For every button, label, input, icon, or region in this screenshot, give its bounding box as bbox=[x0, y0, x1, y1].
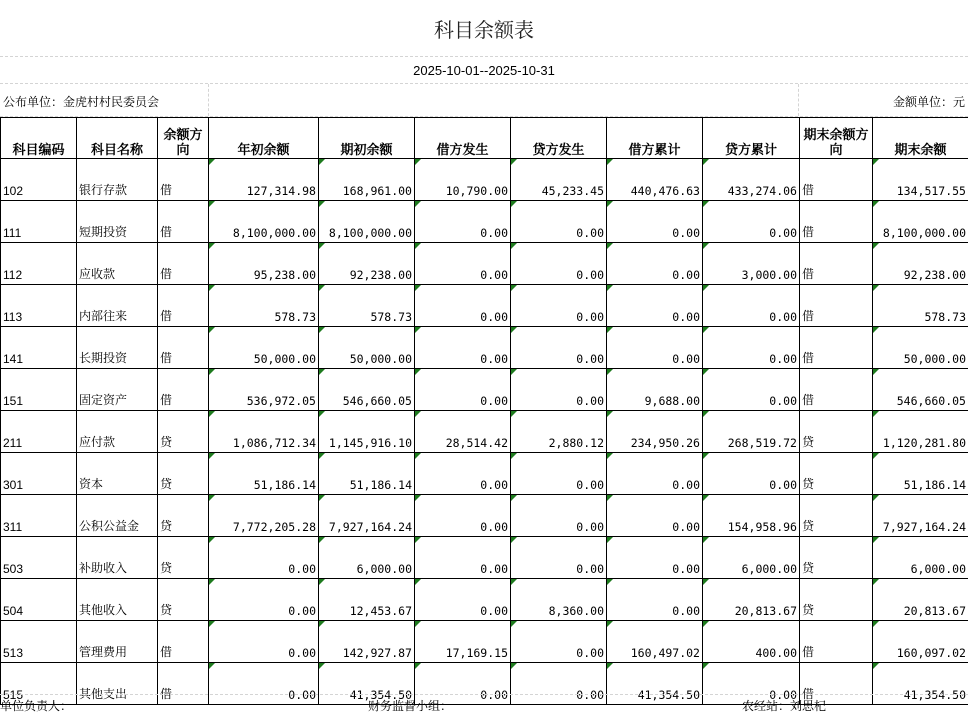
table-cell: 贷 bbox=[158, 579, 209, 621]
table-cell: 贷 bbox=[158, 453, 209, 495]
table-cell: 7,927,164.24 bbox=[319, 495, 415, 537]
table-cell: 51,186.14 bbox=[319, 453, 415, 495]
table-cell: 6,000.00 bbox=[319, 537, 415, 579]
column-header: 贷方发生 bbox=[511, 118, 607, 159]
table-cell: 1,086,712.34 bbox=[209, 411, 319, 453]
table-cell: 127,314.98 bbox=[209, 159, 319, 201]
table-cell: 0.00 bbox=[703, 327, 800, 369]
table-cell: 28,514.42 bbox=[415, 411, 511, 453]
table-cell: 0.00 bbox=[209, 579, 319, 621]
table-cell: 234,950.26 bbox=[607, 411, 703, 453]
table-cell: 管理费用 bbox=[77, 621, 158, 663]
table-row bbox=[1, 369, 968, 411]
table-cell: 贷 bbox=[158, 495, 209, 537]
table-cell: 短期投资 bbox=[77, 201, 158, 243]
table-cell: 长期投资 bbox=[77, 327, 158, 369]
table-cell: 借 bbox=[800, 243, 873, 285]
table-cell: 6,000.00 bbox=[703, 537, 800, 579]
table-cell: 92,238.00 bbox=[873, 243, 968, 285]
table-cell: 578.73 bbox=[873, 285, 968, 327]
table-row bbox=[1, 537, 968, 579]
table-cell: 8,100,000.00 bbox=[319, 201, 415, 243]
column-header: 期初余额 bbox=[319, 118, 415, 159]
table-cell: 银行存款 bbox=[77, 159, 158, 201]
publisher-label: 公布单位：金虎村村民委员会 bbox=[3, 93, 159, 110]
table-row bbox=[1, 621, 968, 663]
column-header: 借方累计 bbox=[607, 118, 703, 159]
table-row bbox=[1, 411, 968, 453]
table-cell: 400.00 bbox=[703, 621, 800, 663]
table-row bbox=[1, 159, 968, 201]
table-cell: 513 bbox=[1, 621, 77, 663]
table-cell: 433,274.06 bbox=[703, 159, 800, 201]
table-cell: 借 bbox=[158, 327, 209, 369]
table-cell: 1,120,281.80 bbox=[873, 411, 968, 453]
table-cell: 贷 bbox=[158, 537, 209, 579]
balance-table bbox=[0, 117, 968, 705]
table-row bbox=[1, 495, 968, 537]
table-cell: 贷 bbox=[800, 411, 873, 453]
column-header: 期末余额 bbox=[873, 118, 968, 159]
table-cell: 0.00 bbox=[415, 579, 511, 621]
table-cell: 0.00 bbox=[607, 243, 703, 285]
table-cell: 贷 bbox=[800, 537, 873, 579]
column-header: 期末余额方向 bbox=[800, 118, 873, 159]
table-cell: 0.00 bbox=[415, 453, 511, 495]
table-cell: 8,100,000.00 bbox=[209, 201, 319, 243]
table-cell: 补助收入 bbox=[77, 537, 158, 579]
table-cell: 0.00 bbox=[511, 285, 607, 327]
table-cell: 20,813.67 bbox=[873, 579, 968, 621]
table-cell: 51,186.14 bbox=[873, 453, 968, 495]
table-cell: 借 bbox=[158, 159, 209, 201]
table-cell: 41,354.50 bbox=[319, 663, 415, 705]
table-cell: 0.00 bbox=[511, 453, 607, 495]
table-cell: 0.00 bbox=[703, 285, 800, 327]
table-cell: 301 bbox=[1, 453, 77, 495]
table-cell: 8,100,000.00 bbox=[873, 201, 968, 243]
table-cell: 2,880.12 bbox=[511, 411, 607, 453]
table-cell: 50,000.00 bbox=[319, 327, 415, 369]
table-cell: 0.00 bbox=[511, 243, 607, 285]
currency-unit-label: 金额单位：元 bbox=[893, 93, 965, 110]
table-cell: 578.73 bbox=[319, 285, 415, 327]
table-cell: 应付款 bbox=[77, 411, 158, 453]
table-cell: 50,000.00 bbox=[873, 327, 968, 369]
table-cell: 借 bbox=[800, 621, 873, 663]
table-cell: 0.00 bbox=[703, 453, 800, 495]
table-cell: 311 bbox=[1, 495, 77, 537]
table-cell: 固定资产 bbox=[77, 369, 158, 411]
table-cell: 504 bbox=[1, 579, 77, 621]
table-cell: 0.00 bbox=[703, 201, 800, 243]
grid-divider bbox=[798, 84, 799, 116]
table-cell: 0.00 bbox=[703, 663, 800, 705]
report-title: 科目余额表 bbox=[0, 0, 968, 57]
table-cell: 应收款 bbox=[77, 243, 158, 285]
table-row bbox=[1, 579, 968, 621]
table-cell: 借 bbox=[158, 201, 209, 243]
table-cell: 112 bbox=[1, 243, 77, 285]
table-cell: 0.00 bbox=[511, 621, 607, 663]
table-cell: 0.00 bbox=[415, 495, 511, 537]
table-cell: 0.00 bbox=[415, 369, 511, 411]
table-cell: 0.00 bbox=[415, 285, 511, 327]
table-cell: 10,790.00 bbox=[415, 159, 511, 201]
table-cell: 0.00 bbox=[607, 453, 703, 495]
table-cell: 546,660.05 bbox=[873, 369, 968, 411]
table-cell: 借 bbox=[158, 285, 209, 327]
table-cell: 贷 bbox=[158, 411, 209, 453]
table-cell: 0.00 bbox=[607, 537, 703, 579]
table-cell: 0.00 bbox=[415, 537, 511, 579]
table-cell: 141 bbox=[1, 327, 77, 369]
table-cell: 0.00 bbox=[607, 201, 703, 243]
table-cell: 0.00 bbox=[209, 537, 319, 579]
table-cell: 借 bbox=[800, 201, 873, 243]
table-row bbox=[1, 285, 968, 327]
table-cell: 借 bbox=[800, 369, 873, 411]
table-cell: 168,961.00 bbox=[319, 159, 415, 201]
table-cell: 151 bbox=[1, 369, 77, 411]
table-cell: 536,972.05 bbox=[209, 369, 319, 411]
table-row bbox=[1, 453, 968, 495]
table-cell: 12,453.67 bbox=[319, 579, 415, 621]
column-header: 年初余额 bbox=[209, 118, 319, 159]
table-cell: 515 bbox=[1, 663, 77, 705]
table-cell: 贷 bbox=[800, 495, 873, 537]
table-cell: 0.00 bbox=[511, 663, 607, 705]
table-cell: 41,354.50 bbox=[607, 663, 703, 705]
table-cell: 0.00 bbox=[511, 369, 607, 411]
agri-station-label: 农经站：刘思杞 bbox=[742, 697, 826, 714]
table-cell: 公积公益金 bbox=[77, 495, 158, 537]
table-cell: 借 bbox=[158, 369, 209, 411]
table-header-row bbox=[1, 118, 968, 159]
column-header: 科目名称 bbox=[77, 118, 158, 159]
column-header: 借方发生 bbox=[415, 118, 511, 159]
table-cell: 贷 bbox=[800, 579, 873, 621]
table-cell: 7,927,164.24 bbox=[873, 495, 968, 537]
table-cell: 借 bbox=[800, 159, 873, 201]
supervision-group-label: 财务监督小组： bbox=[368, 697, 452, 714]
table-cell: 102 bbox=[1, 159, 77, 201]
table-cell: 0.00 bbox=[607, 495, 703, 537]
table-cell: 借 bbox=[800, 663, 873, 705]
table-cell: 160,497.02 bbox=[607, 621, 703, 663]
grid-divider bbox=[208, 84, 209, 116]
table-cell: 1,145,916.10 bbox=[319, 411, 415, 453]
table-cell: 503 bbox=[1, 537, 77, 579]
signature-footer bbox=[0, 694, 968, 713]
table-cell: 0.00 bbox=[607, 285, 703, 327]
table-row bbox=[1, 243, 968, 285]
table-cell: 7,772,205.28 bbox=[209, 495, 319, 537]
table-cell: 其他收入 bbox=[77, 579, 158, 621]
table-cell: 211 bbox=[1, 411, 77, 453]
unit-head-label: 单位负责人： bbox=[0, 697, 72, 714]
table-cell: 8,360.00 bbox=[511, 579, 607, 621]
table-cell: 111 bbox=[1, 201, 77, 243]
table-cell: 0.00 bbox=[415, 663, 511, 705]
table-cell: 95,238.00 bbox=[209, 243, 319, 285]
table-cell: 160,097.02 bbox=[873, 621, 968, 663]
table-cell: 9,688.00 bbox=[607, 369, 703, 411]
table-row bbox=[1, 327, 968, 369]
table-cell: 0.00 bbox=[511, 201, 607, 243]
table-cell: 0.00 bbox=[703, 369, 800, 411]
report-period: 2025-10-01--2025-10-31 bbox=[0, 57, 968, 84]
table-cell: 113 bbox=[1, 285, 77, 327]
table-cell: 借 bbox=[158, 621, 209, 663]
table-cell: 0.00 bbox=[415, 243, 511, 285]
table-cell: 资本 bbox=[77, 453, 158, 495]
table-cell: 3,000.00 bbox=[703, 243, 800, 285]
column-header: 余额方向 bbox=[158, 118, 209, 159]
table-cell: 贷 bbox=[800, 453, 873, 495]
table-cell: 440,476.63 bbox=[607, 159, 703, 201]
table-cell: 0.00 bbox=[511, 495, 607, 537]
table-body bbox=[1, 159, 968, 705]
table-cell: 268,519.72 bbox=[703, 411, 800, 453]
table-cell: 内部往来 bbox=[77, 285, 158, 327]
table-cell: 45,233.45 bbox=[511, 159, 607, 201]
column-header: 科目编码 bbox=[1, 118, 77, 159]
table-cell: 0.00 bbox=[415, 327, 511, 369]
table-cell: 借 bbox=[158, 243, 209, 285]
table-cell: 51,186.14 bbox=[209, 453, 319, 495]
table-cell: 546,660.05 bbox=[319, 369, 415, 411]
table-cell: 50,000.00 bbox=[209, 327, 319, 369]
table-cell: 154,958.96 bbox=[703, 495, 800, 537]
table-cell: 134,517.55 bbox=[873, 159, 968, 201]
table-cell: 20,813.67 bbox=[703, 579, 800, 621]
table-cell: 借 bbox=[800, 327, 873, 369]
table-cell: 其他支出 bbox=[77, 663, 158, 705]
table-cell: 借 bbox=[800, 285, 873, 327]
info-bar bbox=[0, 84, 968, 117]
table-cell: 0.00 bbox=[511, 327, 607, 369]
table-cell: 0.00 bbox=[511, 537, 607, 579]
table-cell: 借 bbox=[158, 663, 209, 705]
table-cell: 41,354.50 bbox=[873, 663, 968, 705]
table-cell: 0.00 bbox=[209, 663, 319, 705]
table-cell: 0.00 bbox=[209, 621, 319, 663]
table-cell: 17,169.15 bbox=[415, 621, 511, 663]
table-cell: 0.00 bbox=[607, 579, 703, 621]
table-cell: 92,238.00 bbox=[319, 243, 415, 285]
column-header: 贷方累计 bbox=[703, 118, 800, 159]
table-row bbox=[1, 201, 968, 243]
table-cell: 0.00 bbox=[415, 201, 511, 243]
table-cell: 0.00 bbox=[607, 327, 703, 369]
table-cell: 142,927.87 bbox=[319, 621, 415, 663]
table-cell: 6,000.00 bbox=[873, 537, 968, 579]
table-cell: 578.73 bbox=[209, 285, 319, 327]
